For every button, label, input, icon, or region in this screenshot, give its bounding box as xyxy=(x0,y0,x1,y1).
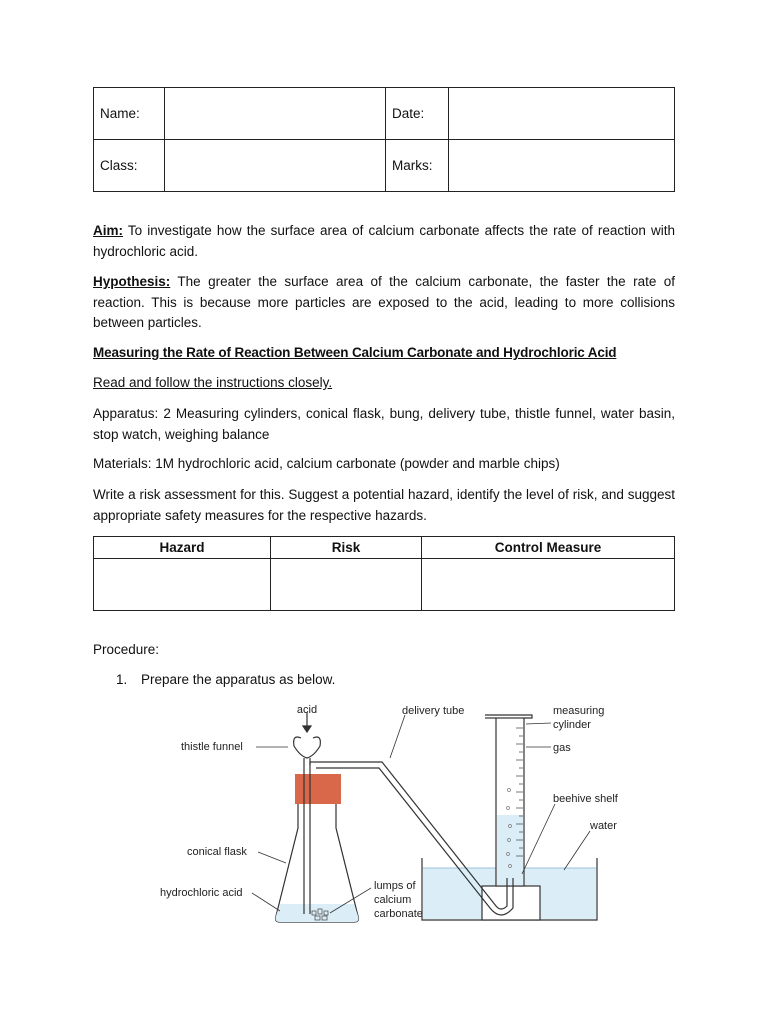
hypothesis-paragraph xyxy=(93,272,675,334)
section-title: Measuring the Rate of Reaction Between Calcium Carbonate and Hydrochloric Acid xyxy=(93,345,617,360)
label-lumps-2: calcium xyxy=(374,894,412,906)
class-field[interactable] xyxy=(165,140,386,192)
hypothesis-text: The greater the surface area of the calcium carbonate, the faster the rate of reaction. This is because more particles are exposed to the acid, leading to more collisions between particles. xyxy=(93,274,675,330)
date-field[interactable] xyxy=(449,88,675,140)
name-label: Name: xyxy=(94,88,165,140)
instruction-text: Read and follow the instructions closely. xyxy=(93,375,333,390)
risk-header: Risk xyxy=(271,537,422,559)
measuring-cylinder xyxy=(485,715,532,886)
student-info-table xyxy=(93,87,675,192)
label-conical-flask: conical flask xyxy=(187,846,247,858)
risk-cell[interactable] xyxy=(271,559,422,611)
procedure-step-1 xyxy=(116,670,335,690)
materials-text: Materials: 1M hydrochloric acid, calcium carbonate (powder and marble chips) xyxy=(93,456,560,471)
beehive-shelf xyxy=(482,886,540,920)
class-label: Class: xyxy=(94,140,165,192)
risk-prompt-text: Write a risk assessment for this. Suggest a potential hazard, identify the level of risk, and suggest appropriate safety measures for the respective hazards. xyxy=(93,487,675,523)
label-hydrochloric-acid: hydrochloric acid xyxy=(160,887,243,899)
label-measuring-cylinder-2: cylinder xyxy=(553,719,591,731)
label-acid: acid xyxy=(296,704,318,716)
label-beehive-shelf: beehive shelf xyxy=(553,793,618,805)
apparatus-text: Apparatus: 2 Measuring cylinders, conical flask, bung, delivery tube, thistle funnel, water basin, stop watch, weighing balance xyxy=(93,406,675,442)
conical-flask xyxy=(276,774,359,922)
apparatus-diagram xyxy=(150,698,620,930)
name-field[interactable] xyxy=(165,88,386,140)
label-delivery-tube: delivery tube xyxy=(402,705,465,717)
bung xyxy=(295,774,341,804)
step-text: Prepare the apparatus as below. xyxy=(141,672,336,687)
label-measuring-cylinder-1: measuring xyxy=(553,705,605,717)
aim-paragraph xyxy=(93,221,675,262)
label-water: water xyxy=(590,820,617,832)
aim-label: Aim: xyxy=(93,223,123,238)
step-number: 1. xyxy=(116,672,128,687)
hypothesis-label: Hypothesis: xyxy=(93,274,171,289)
risk-assessment-table xyxy=(93,536,675,611)
aim-text: To investigate how the surface area of calcium carbonate affects the rate of reaction with hydrochloric acid. xyxy=(93,223,675,259)
label-thistle-funnel: thistle funnel xyxy=(181,741,243,753)
control-measure-header: Control Measure xyxy=(422,537,675,559)
label-lumps-1: lumps of xyxy=(374,880,416,892)
label-lumps-3: carbonate xyxy=(374,908,423,920)
hazard-cell[interactable] xyxy=(94,559,271,611)
procedure-label: Procedure: xyxy=(93,642,160,657)
marks-label: Marks: xyxy=(386,140,449,192)
hazard-header: Hazard xyxy=(94,537,271,559)
date-label: Date: xyxy=(386,88,449,140)
marks-field[interactable] xyxy=(449,140,675,192)
label-gas: gas xyxy=(553,742,571,754)
control-measure-cell[interactable] xyxy=(422,559,675,611)
